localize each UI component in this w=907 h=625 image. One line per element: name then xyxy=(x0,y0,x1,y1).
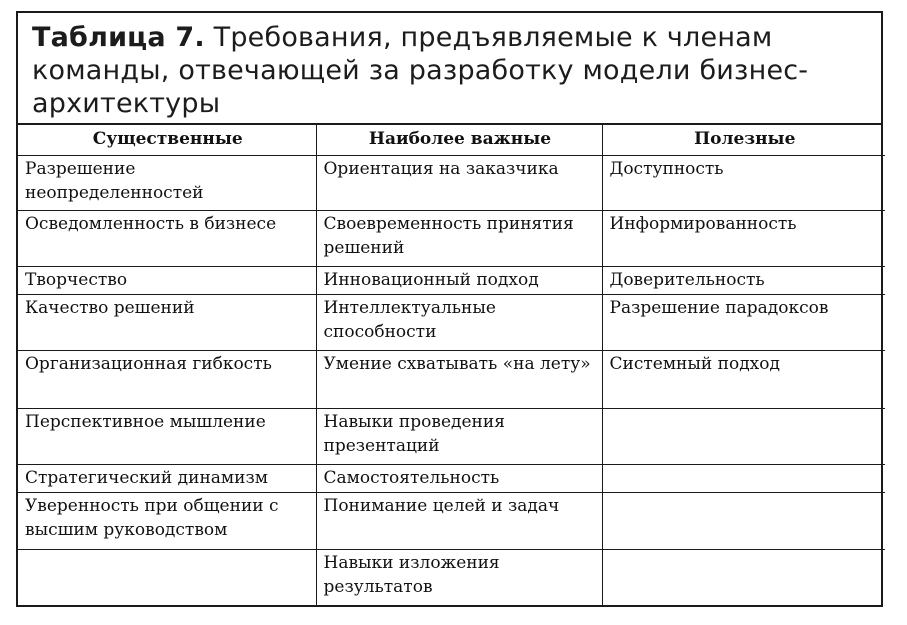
table-cell: Организационная гибкость xyxy=(18,350,316,408)
table-cell: Ориентация на заказчика xyxy=(316,156,602,211)
table-caption-text: Требования, предъявляемые к членам команды, отвечающей за разработку модели бизнес-архитектуры xyxy=(32,22,809,119)
requirements-table xyxy=(18,125,885,605)
header-row xyxy=(18,125,885,156)
table-cell: Доверительность xyxy=(602,266,885,294)
table-cell: Стратегический динамизм xyxy=(18,464,316,492)
table-cell: Информированность xyxy=(602,210,885,266)
header-essential: Существенные xyxy=(18,125,316,156)
table-row xyxy=(18,464,885,492)
table-cell: Системный подход xyxy=(602,350,885,408)
table-cell xyxy=(602,549,885,605)
table-cell xyxy=(602,464,885,492)
table-cell: Осведомленность в бизнесе xyxy=(18,210,316,266)
table-cell: Самостоятельность xyxy=(316,464,602,492)
table-frame xyxy=(16,11,883,607)
header-useful: Полезные xyxy=(602,125,885,156)
table-cell xyxy=(18,549,316,605)
table-cell: Интеллектуальные способности xyxy=(316,294,602,350)
table-row xyxy=(18,156,885,211)
table-cell: Доступность xyxy=(602,156,885,211)
table-cell: Качество решений xyxy=(18,294,316,350)
table-cell: Уверенность при общении с высшим руководством xyxy=(18,492,316,549)
table-cell: Творчество xyxy=(18,266,316,294)
table-cell: Разрешение парадоксов xyxy=(602,294,885,350)
table-cell: Инновационный подход xyxy=(316,266,602,294)
table-cell: Разрешение неопределенностей xyxy=(18,156,316,211)
table-row xyxy=(18,492,885,549)
table-cell: Умение схватывать «на лету» xyxy=(316,350,602,408)
table-row xyxy=(18,549,885,605)
table-cell: Навыки проведения презентаций xyxy=(316,408,602,464)
table-caption xyxy=(18,13,881,125)
header-most-important: Наиболее важные xyxy=(316,125,602,156)
table-cell xyxy=(602,492,885,549)
table-cell: Понимание целей и задач xyxy=(316,492,602,549)
table-cell: Своевременность принятия решений xyxy=(316,210,602,266)
table-row xyxy=(18,350,885,408)
table-cell: Навыки изложения результатов xyxy=(316,549,602,605)
table-caption-label: Таблица 7. xyxy=(32,22,205,53)
table-cell: Перспективное мышление xyxy=(18,408,316,464)
table-row xyxy=(18,408,885,464)
table-row xyxy=(18,294,885,350)
table-row xyxy=(18,210,885,266)
table-row xyxy=(18,266,885,294)
table-cell xyxy=(602,408,885,464)
